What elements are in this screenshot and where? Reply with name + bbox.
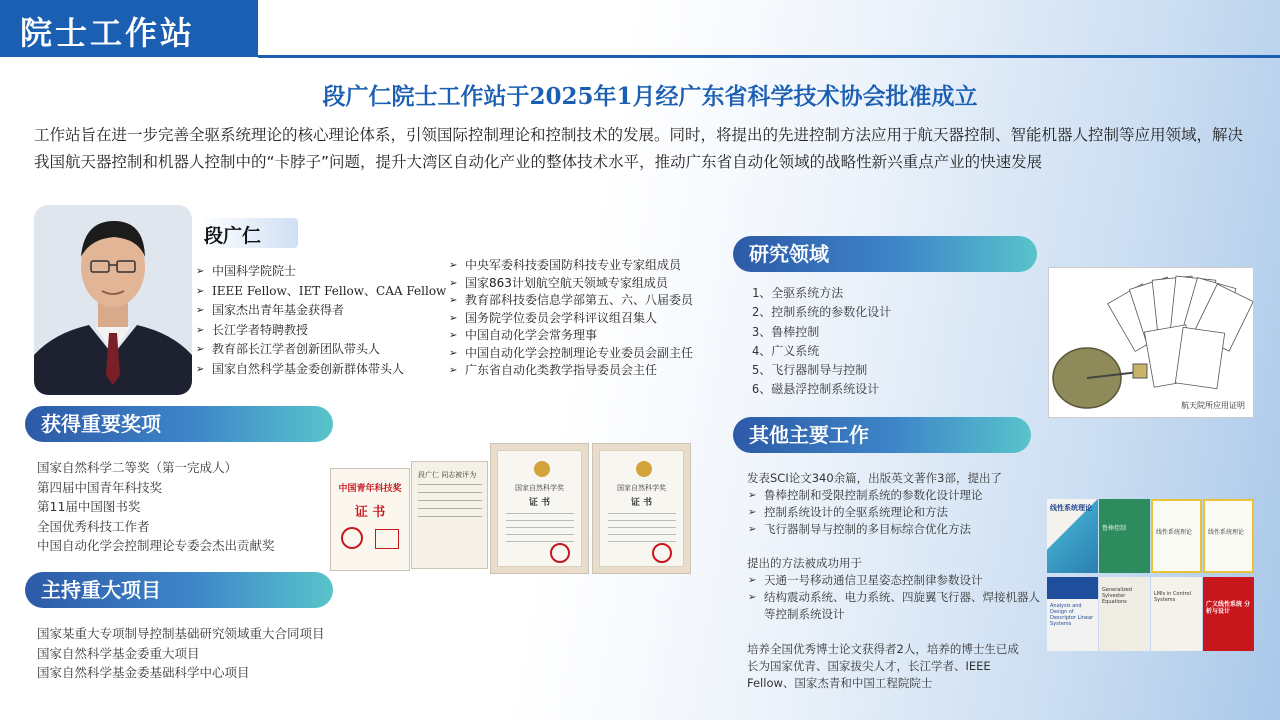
awards-heading: 获得重要奖项 [25, 406, 333, 442]
list-item: ➢ IEEE Fellow、IET Fellow、CAA Fellow [196, 282, 446, 302]
other-work-heading: 其他主要工作 [733, 417, 1031, 453]
portrait-photo [34, 205, 192, 395]
book-cover [1151, 577, 1202, 651]
list-item: 第11届中国图书奖 [37, 499, 141, 514]
papers-intro: 发表SCI论文340余篇，出版英文著作3部，提出了 [747, 471, 1002, 485]
list-item: ➢ 天通一号移动通信卫星姿态控制律参数设计 [747, 572, 1047, 589]
students-line: 长为国家优青、国家拔尖人才，长江学者、IEEE [747, 659, 991, 673]
research-list [752, 284, 891, 400]
list-item: 国家自然科学二等奖（第一完成人） [37, 460, 238, 475]
cert-title: 中国青年科技奖 [338, 484, 402, 494]
profile-name: 段广仁 [204, 225, 262, 247]
list-item: ➢ 结构震动系统、电力系统、四旋翼飞行器、焊接机器人等控制系统设计 [747, 589, 1047, 623]
image-caption: 航天院所应用证明 [1181, 401, 1245, 410]
list-item: ➢ 中国科学院院士 [196, 262, 446, 282]
list-item: 3、鲁棒控制 [752, 324, 820, 339]
cert-text: 段广仁 同志被评为 [418, 471, 477, 479]
book-cover [1203, 499, 1254, 573]
list-item: ➢ 国务院学位委员会学科评议组召集人 [449, 310, 693, 328]
book-title: Analysis and Design of Descriptor Linear Systems [1050, 603, 1094, 627]
emblem-icon [375, 529, 399, 549]
book-cover [1099, 499, 1150, 573]
cert-subtitle: 证 书 [528, 498, 551, 508]
students-line: 培养全国优秀博士论文获得者2人，培养的博士生已成 [747, 642, 1019, 656]
list-item: ➢ 国家863计划航空航天领域专家组成员 [449, 275, 693, 293]
main-title: 段广仁院士工作站于2025年1月经广东省科学技术协会批准成立 [322, 83, 978, 110]
emblem-icon [534, 461, 550, 477]
book-title: 广义线性系统 分析与设计 [1206, 601, 1251, 615]
book-title: LMIs in Control Systems [1154, 591, 1191, 603]
list-item: ➢ 中国自动化学会常务理事 [449, 327, 693, 345]
projects-heading: 主持重大项目 [25, 572, 333, 608]
book-title: 线性系统理论 [1050, 504, 1092, 512]
projects-list [37, 624, 325, 683]
list-item: 国家自然科学基金委基础科学中心项目 [37, 665, 250, 680]
list-item: 1、全驱系统方法 [752, 286, 844, 300]
book-title: 线性系统理论 [1208, 529, 1245, 536]
list-item: ➢ 鲁棒控制和受限控制系统的参数化设计理论 [747, 487, 1002, 504]
list-item: 5、飞行器制导与控制 [752, 363, 868, 378]
list-item: 中国自动化学会控制理论专委会杰出贡献奖 [37, 538, 275, 553]
book-cover [1047, 499, 1098, 573]
list-item: 4、广义系统 [752, 343, 820, 358]
list-item: 全国优秀科技工作者 [37, 518, 150, 534]
list-item: 第四届中国青年科技奖 [37, 479, 163, 495]
list-item: ➢ 国家自然科学基金委创新群体带头人 [196, 360, 446, 380]
list-item: ➢ 教育部科技委信息学部第五、六、八届委员 [449, 292, 693, 310]
book-cover [1203, 577, 1254, 651]
text-lines [418, 484, 482, 485]
list-item: 2、控制系统的参数化设计 [752, 305, 892, 320]
list-item: ➢ 飞行器制导与控制的多目标综合优化方法 [747, 521, 1002, 538]
book-title: 线性系统理论 [1156, 529, 1193, 536]
intro-paragraph: 工作站旨在进一步完善全驱系统理论的核心理论体系，引领国际控制理论和控制技术的发展。同时，将提出的先进控制方法应用于航天器控制、智能机器人控制等应用领域，解决我国航天器控制和机器人控制中的“卡脖子”问题，提升大湾区自动化产业的整体技术水平，推动广东省自动化领域的战略性新兴重点产业的快速发展 [34, 126, 1244, 171]
profile-titles-right [449, 257, 693, 380]
text-lines [506, 513, 574, 514]
cert-subtitle: 证 书 [354, 505, 386, 520]
list-item: 国家某重大专项制导控制基础研究领域重大合同项目 [37, 626, 325, 641]
header-title: 院士工作站 [20, 14, 196, 52]
book-title: 鲁棒控制 [1102, 525, 1127, 532]
certificate-image [490, 443, 589, 574]
list-item: 6、磁悬浮控制系统设计 [752, 382, 880, 397]
cert-title: 国家自然科学奖 [617, 484, 666, 492]
book-cover [1099, 577, 1150, 651]
list-item: ➢ 中央军委科技委国防科技专业专家组成员 [449, 257, 693, 275]
papers-block [747, 470, 1002, 538]
book-cover [1047, 577, 1098, 651]
certificate-image [411, 461, 488, 569]
list-item: ➢ 中国自动化学会控制理论专业委员会副主任 [449, 345, 693, 363]
text-lines [608, 513, 676, 514]
certificate-image [592, 443, 691, 574]
cert-title: 国家自然科学奖 [515, 484, 564, 492]
list-item: ➢ 广东省自动化类教学指导委员会主任 [449, 362, 693, 380]
applications-intro: 提出的方法被成功用于 [747, 556, 862, 570]
certificate-image [330, 468, 410, 571]
book-covers [1047, 499, 1257, 651]
book-cover [1151, 499, 1202, 573]
seal-icon [341, 527, 363, 549]
students-block [747, 641, 1019, 692]
satellite-documents-illustration [1049, 268, 1254, 418]
person-illustration [34, 205, 192, 395]
cert-subtitle: 证 书 [630, 498, 653, 508]
list-item: ➢ 长江学者特聘教授 [196, 321, 446, 341]
book-title: Generalized Sylvester Equations [1102, 587, 1132, 605]
research-heading: 研究领域 [733, 236, 1037, 272]
emblem-icon [636, 461, 652, 477]
application-proof-image [1048, 267, 1254, 418]
applications-block [747, 555, 1047, 623]
list-item: 国家自然科学基金委重大项目 [37, 645, 200, 661]
awards-list [37, 458, 275, 556]
seal-icon [550, 543, 570, 563]
profile-titles-left [196, 262, 446, 379]
list-item: ➢ 控制系统设计的全驱系统理论和方法 [747, 504, 1002, 521]
seal-icon [652, 543, 672, 563]
header-divider [258, 55, 1280, 58]
list-item: ➢ 教育部长江学者创新团队带头人 [196, 340, 446, 360]
students-line: Fellow、国家杰青和中国工程院院士 [747, 676, 933, 690]
list-item: ➢ 国家杰出青年基金获得者 [196, 301, 446, 321]
